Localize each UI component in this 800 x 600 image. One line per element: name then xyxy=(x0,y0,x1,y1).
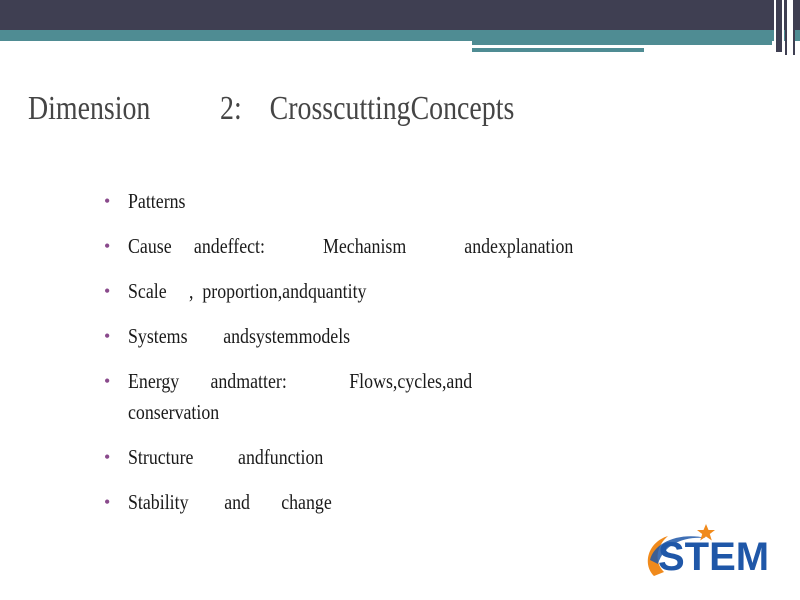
bullet-icon: • xyxy=(104,326,111,346)
header-bar xyxy=(0,0,800,30)
bullet-text: Structure andfunction xyxy=(128,445,324,469)
accent-line xyxy=(472,41,772,45)
bullet-icon: • xyxy=(104,281,111,301)
bullet-item xyxy=(104,276,624,307)
bullet-item xyxy=(104,231,624,262)
bullet-item xyxy=(104,442,624,473)
bullet-text: Cause andeffect: Mechanism andexplanation xyxy=(128,234,574,258)
bullet-icon: • xyxy=(104,492,111,512)
bullet-text: Energy andmatter: Flows,cycles,and conservation xyxy=(128,369,473,424)
bullet-text: Systems andsystemmodels xyxy=(128,324,351,348)
corner-decoration xyxy=(785,0,795,55)
logo-text: STEM xyxy=(658,535,770,579)
corner-decoration xyxy=(774,0,784,52)
bullet-icon: • xyxy=(104,447,111,467)
bullet-item xyxy=(104,487,624,518)
bullet-text: Scale , proportion,andquantity xyxy=(128,279,367,303)
bullet-icon: • xyxy=(104,191,111,211)
bullet-icon: • xyxy=(104,371,111,391)
bullet-item xyxy=(104,366,624,428)
bullet-text: Stability and change xyxy=(128,490,332,514)
bullet-text: Patterns xyxy=(128,189,186,213)
bullet-list xyxy=(104,186,624,532)
accent-line xyxy=(472,48,644,52)
bullet-item xyxy=(104,186,624,217)
bullet-icon: • xyxy=(104,236,111,256)
bullet-item xyxy=(104,321,624,352)
stem-logo xyxy=(640,520,790,586)
slide-title: Dimension 2: CrosscuttingConcepts xyxy=(28,90,515,127)
accent-band xyxy=(0,30,800,41)
